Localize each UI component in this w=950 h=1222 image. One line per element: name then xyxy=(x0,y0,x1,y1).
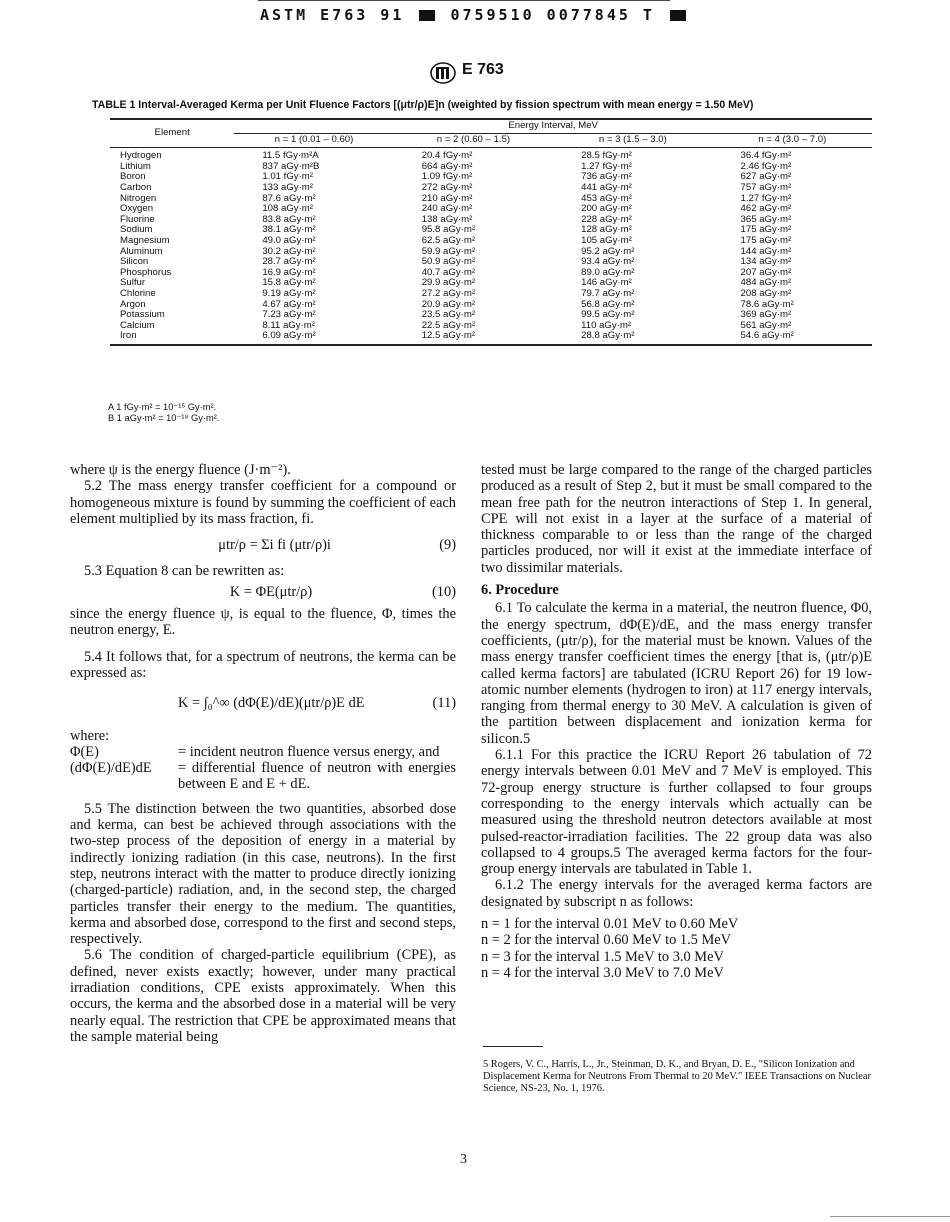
value-cell: 8.11 aGy·m² xyxy=(262,319,315,331)
top-rule xyxy=(258,0,670,2)
element-cell: Sulfur xyxy=(120,277,146,289)
value-cell: 208 aGy·m² xyxy=(740,287,792,299)
element-cell: Lithium xyxy=(120,160,151,172)
paragraph-5-6: 5.6 The condition of charged-particle equilibrium (CPE), as defined, never exists exactly; however, under many practical irradiation conditions, CPE exists approximately. When this occurs, the kerma and the absorbed dose in a material will be very nearly equal. The restriction that CPE be approximated means that the sample material being xyxy=(70,947,456,1045)
value-cell: 1.27 fGy·m² xyxy=(581,160,632,172)
element-cell: Nitrogen xyxy=(120,192,157,204)
value-cell: 30.2 aGy·m² xyxy=(262,245,316,257)
interval-header: n = 3 (1.5 – 3.0) xyxy=(553,133,712,148)
value-cell: 144 aGy·m² xyxy=(740,245,792,257)
value-cell: 240 aGy·m² xyxy=(421,203,473,215)
value-cell: 4.67 aGy·m² xyxy=(262,298,316,310)
interval-header: n = 4 (3.0 – 7.0) xyxy=(713,133,872,148)
value-cell: 9.19 aGy·m² xyxy=(262,287,316,299)
value-cell: 7.23 aGy·m² xyxy=(262,309,316,321)
value-cell: 561 aGy·m² xyxy=(740,319,792,331)
element-cell: Iron xyxy=(120,330,137,342)
value-cell: 22.5 aGy·m² xyxy=(421,319,476,331)
interval-item: n = 2 for the interval 0.60 MeV to 1.5 MeV xyxy=(481,932,732,949)
equation-10 xyxy=(70,584,456,600)
table-row xyxy=(110,183,872,194)
value-cell: 49.0 aGy·m² xyxy=(262,234,316,246)
value-cell: 12.5 aGy·m² xyxy=(421,330,476,342)
value-cell: 757 aGy·m² xyxy=(740,181,792,193)
value-cell: 110 aGy·m² xyxy=(581,319,632,331)
where-label: where: xyxy=(70,727,110,744)
table-row xyxy=(110,236,872,247)
value-cell: 175 aGy·m² xyxy=(740,224,792,236)
equation-number: (9) xyxy=(439,537,456,554)
value-cell: 736 aGy·m² xyxy=(581,171,632,183)
paragraph: tested must be large compared to the range of the charged particles produced as a result of Step 2, but it must be small compared to the mean free path for the neutron interactions of Step 1. In general, CPE will not exist in a layer at the surface of a material of thickness comparable to or less than the range of the charged particles produced, nor will it exist at the immediate interface of two dissimilar materials. xyxy=(481,462,872,576)
table-footnote-a: A 1 fGy·m² = 10⁻¹⁵ Gy·m². xyxy=(108,402,217,412)
table-row xyxy=(110,289,872,300)
value-cell: 272 aGy·m² xyxy=(421,181,473,193)
value-cell: 627 aGy·m² xyxy=(740,171,792,183)
value-cell: 2.46 fGy·m² xyxy=(740,160,792,172)
table-row xyxy=(110,331,872,345)
paragraph-6-1-1: 6.1.1 For this practice the ICRU Report 26 tabulation of 72 energy intervals between 0.01 MeV and 7 MeV is employed. This 72-group energy structure is further collapsed to four groups corresponding to the energy intervals which actually can be measured using the threshold neutron detectors available at most pulsed-reactor-irradiation facilities. The 22 group data was also collapsed to 4 groups.5 The averaged kerma factors for the four-group energy intervals are tabulated in Table 1. xyxy=(481,747,872,878)
element-cell: Oxygen xyxy=(120,203,154,215)
value-cell: 228 aGy·m² xyxy=(581,213,632,225)
value-cell: 6.09 aGy·m² xyxy=(262,330,316,342)
document-code-header xyxy=(260,6,700,24)
value-cell: 1.09 fGy·m² xyxy=(421,171,473,183)
footnote-rule xyxy=(483,1046,543,1047)
value-cell: 28.7 aGy·m² xyxy=(262,256,316,268)
value-cell: 837 aGy·m²B xyxy=(262,160,320,172)
value-cell: 138 aGy·m² xyxy=(421,213,473,225)
footnote-5: 5 Rogers, V. C., Harris, L., Jr., Steinman, D. K., and Bryan, D. E., "Silicon Ionization and Displacement Kerma for Neutrons From Thermal to 20 MeV." IEEE Transactions on Nuclear Science, NS-23, No. 1, 1976. xyxy=(483,1059,871,1094)
value-cell: 28.5 fGy·m² xyxy=(581,150,632,162)
value-cell: 210 aGy·m² xyxy=(421,192,473,204)
value-cell: 369 aGy·m² xyxy=(740,309,792,321)
value-cell: 105 aGy·m² xyxy=(581,234,632,246)
table-caption: TABLE 1 Interval-Averaged Kerma per Unit Fluence Factors [(μtr/ρ)E]n (weighted by fission spectrum with mean energy = 1.50 MeV) xyxy=(92,99,754,111)
paragraph: where ψ is the energy fluence (J·m⁻²). xyxy=(70,462,291,478)
standard-designation: E 763 xyxy=(462,61,504,78)
value-cell: 108 aGy·m² xyxy=(262,203,313,215)
value-cell: 95.8 aGy·m² xyxy=(421,224,476,236)
value-cell: 16.9 aGy·m² xyxy=(262,266,316,278)
interval-list xyxy=(481,916,872,981)
equation-number: (11) xyxy=(432,695,456,712)
page-number: 3 xyxy=(460,1152,467,1167)
paragraph-6-1-2: 6.1.2 The energy intervals for the averaged kerma factors are designated by subscript n as follows: xyxy=(481,877,872,910)
value-cell: 29.9 aGy·m² xyxy=(421,277,476,289)
element-cell: Fluorine xyxy=(120,213,155,225)
definition-term: (dΦ(E)/dE)dE xyxy=(70,760,152,777)
value-cell: 484 aGy·m² xyxy=(740,277,792,289)
value-cell: 20.4 fGy·m² xyxy=(421,150,473,162)
paragraph: since the energy fluence ψ, is equal to the fluence, Φ, times the neutron energy, E. xyxy=(70,606,456,639)
value-cell: 27.2 aGy·m² xyxy=(421,287,476,299)
interval-item: n = 1 for the interval 0.01 MeV to 0.60 MeV xyxy=(481,916,739,933)
table-row xyxy=(110,148,872,162)
element-cell: Argon xyxy=(120,298,146,310)
equation-11 xyxy=(70,695,456,711)
paragraph-5-5: 5.5 The distinction between the two quantities, absorbed dose and kerma, can best be achieved through associations with the two-step process of the deposition of energy in a material by indirectly ionizing radiation (in this case, neutrons). In the first step, neutrons interact with the matter to produce directly ionizing (charged-particle) radiation, and, in the second step, the charged particles transfer their energy to the medium. The quantities, kerma and absorbed dose, correspond to the first and second steps, respectively. xyxy=(70,800,456,948)
energy-interval-header: Energy Interval, MeV xyxy=(234,119,872,133)
element-cell: Calcium xyxy=(120,319,155,331)
value-cell: 365 aGy·m² xyxy=(740,213,792,225)
element-cell: Silicon xyxy=(120,256,149,268)
black-block-end xyxy=(670,10,686,21)
element-header: Element xyxy=(110,119,234,148)
value-cell: 79.7 aGy·m² xyxy=(581,287,635,299)
value-cell: 453 aGy·m² xyxy=(581,192,632,204)
value-cell: 128 aGy·m² xyxy=(581,224,632,236)
kerma-table xyxy=(110,118,872,346)
value-cell: 38.1 aGy·m² xyxy=(262,224,316,236)
table-footnote-b: B 1 aGy·m² = 10⁻¹⁸ Gy·m². xyxy=(108,413,220,423)
astm-logo-icon xyxy=(430,62,456,84)
value-cell: 133 aGy·m² xyxy=(262,181,313,193)
value-cell: 28.8 aGy·m² xyxy=(581,330,635,342)
value-cell: 83.8 aGy·m² xyxy=(262,213,316,225)
value-cell: 462 aGy·m² xyxy=(740,203,792,215)
value-cell: 40.7 aGy·m² xyxy=(421,266,476,278)
value-cell: 200 aGy·m² xyxy=(581,203,632,215)
value-cell: 23.5 aGy·m² xyxy=(421,309,476,321)
section-heading-procedure: 6. Procedure xyxy=(481,582,559,599)
equation-text: K = ∫₀^∞ (dΦ(E)/dE)(μtr/ρ)E dE xyxy=(177,695,365,712)
interval-header: n = 1 (0.01 – 0.60) xyxy=(234,133,393,148)
value-cell: 95.2 aGy·m² xyxy=(581,245,635,257)
value-cell: 62.5 aGy·m² xyxy=(421,234,476,246)
element-cell: Magnesium xyxy=(120,234,170,246)
value-cell: 87.6 aGy·m² xyxy=(262,192,316,204)
value-cell: 50.9 aGy·m² xyxy=(421,256,476,268)
value-cell: 78.6 aGy·m² xyxy=(740,298,794,310)
value-cell: 89.0 aGy·m² xyxy=(581,266,635,278)
equation-text: μtr/ρ = Σi fi (μtr/ρ)i xyxy=(218,537,331,554)
value-cell: 134 aGy·m² xyxy=(740,256,792,268)
value-cell: 664 aGy·m² xyxy=(421,160,473,172)
element-cell: Phosphorus xyxy=(120,266,172,278)
paragraph-5-2: 5.2 The mass energy transfer coefficient for a compound or homogeneous mixture is found by summing the coefficient of each element multiplied by its mass fraction, fi. xyxy=(70,478,456,527)
value-cell: 36.4 fGy·m² xyxy=(740,150,792,162)
value-cell: 146 aGy·m² xyxy=(581,277,632,289)
kerma-table-body xyxy=(110,148,872,345)
element-cell: Aluminum xyxy=(120,245,163,257)
code-right: 0759510 0077845 T xyxy=(450,6,655,24)
right-column xyxy=(481,462,872,981)
interval-header: n = 2 (0.60 – 1.5) xyxy=(394,133,553,148)
value-cell: 11.5 fGy·m²A xyxy=(262,150,319,162)
code-left: ASTM E763 91 xyxy=(260,6,405,24)
definition-list xyxy=(70,744,456,793)
interval-item: n = 3 for the interval 1.5 MeV to 3.0 MeV xyxy=(481,948,724,965)
paragraph-6-1: 6.1 To calculate the kerma in a material, the neutron fluence, Φ0, the energy spectrum, dΦ(E)/dE, and the mass energy transfer coefficients, (μtr/ρ), for the material must be known. Values of the mass energy transfer coefficient times the energy [that is, (μtr/ρ)E called kerma factors] are tabulated (ICRU Report 26) for 19 low-atomic number elements (hydrogen to iron) at 117 energy intervals, ranging from thermal energy to 30 MeV. A calculation is given of the partition between displacement and ionization kerma for silicon.5 xyxy=(481,600,872,747)
bottom-rule xyxy=(830,1216,950,1217)
value-cell: 207 aGy·m² xyxy=(740,266,792,278)
value-cell: 20.9 aGy·m² xyxy=(421,298,476,310)
element-cell: Hydrogen xyxy=(120,150,162,162)
element-cell: Sodium xyxy=(120,224,153,236)
element-cell: Boron xyxy=(120,171,146,183)
value-cell: 1.27 fGy·m² xyxy=(740,192,792,204)
value-cell: 15.8 aGy·m² xyxy=(262,277,316,289)
paragraph-5-4: 5.4 It follows that, for a spectrum of neutrons, the kerma can be expressed as: xyxy=(70,648,456,681)
value-cell: 59.9 aGy·m² xyxy=(421,245,476,257)
interval-item: n = 4 for the interval 3.0 MeV to 7.0 MeV xyxy=(481,964,724,981)
element-cell: Potassium xyxy=(120,309,165,321)
definition-term: Φ(E) xyxy=(70,743,99,760)
left-column xyxy=(70,462,456,1045)
definition-desc: = differential fluence of neutron with energies between E and E + dE. xyxy=(178,760,456,793)
equation-number: (10) xyxy=(432,583,456,600)
black-block xyxy=(419,10,435,21)
element-cell: Carbon xyxy=(120,181,152,193)
definition-desc: = incident neutron fluence versus energy, and xyxy=(178,743,440,760)
value-cell: 175 aGy·m² xyxy=(740,234,792,246)
value-cell: 1.01 fGy·m² xyxy=(262,171,313,183)
element-cell: Chlorine xyxy=(120,287,156,299)
value-cell: 54.6 aGy·m² xyxy=(740,330,794,342)
value-cell: 99.5 aGy·m² xyxy=(581,309,635,321)
value-cell: 93.4 aGy·m² xyxy=(581,256,635,268)
equation-9 xyxy=(70,537,456,553)
value-cell: 56.8 aGy·m² xyxy=(581,298,635,310)
paragraph-5-3: 5.3 Equation 8 can be rewritten as: xyxy=(84,563,285,580)
value-cell: 441 aGy·m² xyxy=(581,181,632,193)
equation-text: K = ΦE(μtr/ρ) xyxy=(229,583,313,600)
